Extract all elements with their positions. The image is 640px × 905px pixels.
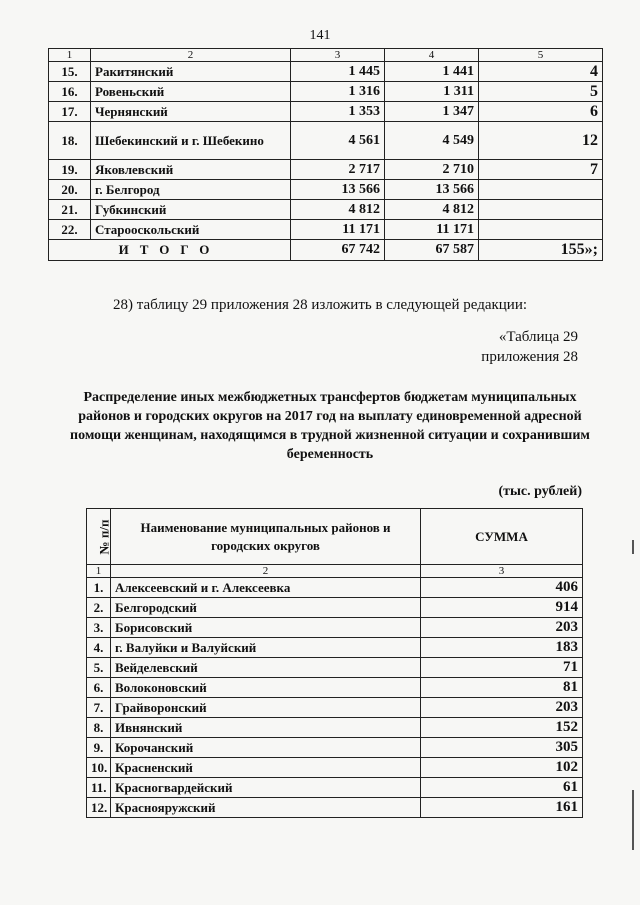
scan-mark: [632, 790, 634, 850]
value-col5: [479, 180, 603, 200]
col-number: 3: [291, 49, 385, 62]
row-number: 15.: [49, 62, 91, 82]
header-sum: СУММА: [421, 509, 583, 565]
row-number: 9.: [87, 738, 111, 758]
col-number: 1: [87, 565, 111, 578]
district-name: Грайворонский: [111, 698, 421, 718]
col-number: 4: [385, 49, 479, 62]
total-col5: 155»;: [479, 240, 603, 261]
sum-value: 305: [421, 738, 583, 758]
value-col4: 13 566: [385, 180, 479, 200]
header-number-cell: [87, 509, 111, 565]
table-row: [87, 798, 583, 818]
value-col4: 4 812: [385, 200, 479, 220]
document-title: Распределение иных межбюджетных трансфертов бюджетам муниципальных районов и городских округов на 2017 год на выплату единовременной адресной помощи женщинам, находящимся в трудной жизненной ситуации и сохранившим беременность: [70, 390, 590, 462]
row-number: 16.: [49, 82, 91, 102]
amendment-text: 28) таблицу 29 приложения 28 изложить в следующей редакции:: [112, 297, 528, 313]
district-name: Вейделевский: [111, 658, 421, 678]
table-row: [87, 658, 583, 678]
district-name: Алексеевский и г. Алексеевка: [111, 578, 421, 598]
row-number: 18.: [49, 122, 91, 160]
table-row: [49, 122, 603, 160]
district-name: г. Валуйки и Валуйский: [111, 638, 421, 658]
value-col5: [479, 200, 603, 220]
table-row: [49, 82, 603, 102]
total-col4: 67 587: [385, 240, 479, 261]
continued-table: [48, 48, 603, 261]
value-col4: 1 311: [385, 82, 479, 102]
district-name: Губкинский: [91, 200, 291, 220]
value-col5: 5: [479, 82, 603, 102]
table-row: [87, 578, 583, 598]
value-col4: 1 441: [385, 62, 479, 82]
table-row: [49, 160, 603, 180]
continued-table-body: [49, 49, 603, 261]
sum-value: 406: [421, 578, 583, 598]
value-col3: 11 171: [291, 220, 385, 240]
column-number-row: [87, 565, 583, 578]
row-number: 8.: [87, 718, 111, 738]
table-row: [87, 618, 583, 638]
row-number: 21.: [49, 200, 91, 220]
district-name: Старооскольский: [91, 220, 291, 240]
total-row: [49, 240, 603, 261]
district-name: Корочанский: [111, 738, 421, 758]
value-col4: 2 710: [385, 160, 479, 180]
appendix-reference: приложения 28: [481, 349, 578, 365]
sum-value: 61: [421, 778, 583, 798]
table-row: [87, 778, 583, 798]
row-number: 20.: [49, 180, 91, 200]
units-label: (тыс. рублей): [498, 484, 582, 499]
district-name: Чернянский: [91, 102, 291, 122]
value-col3: 2 717: [291, 160, 385, 180]
table-row: [49, 62, 603, 82]
district-name: Белгородский: [111, 598, 421, 618]
col-number: 3: [421, 565, 583, 578]
row-number: 3.: [87, 618, 111, 638]
row-number: 7.: [87, 698, 111, 718]
row-number: 4.: [87, 638, 111, 658]
district-name: Красногвардейский: [111, 778, 421, 798]
value-col3: 13 566: [291, 180, 385, 200]
col-number: 2: [111, 565, 421, 578]
row-number: 17.: [49, 102, 91, 122]
sum-value: 152: [421, 718, 583, 738]
table-row: [87, 758, 583, 778]
sum-value: 203: [421, 618, 583, 638]
row-number: 5.: [87, 658, 111, 678]
distribution-table-body: [87, 509, 583, 818]
table-row: [49, 220, 603, 240]
district-name: Шебекинский и г. Шебекино: [91, 122, 291, 160]
sum-value: 161: [421, 798, 583, 818]
table-row: [49, 102, 603, 122]
district-name: Ровеньский: [91, 82, 291, 102]
value-col5: 4: [479, 62, 603, 82]
row-number: 22.: [49, 220, 91, 240]
header-row: [87, 509, 583, 565]
total-label: ИТОГО: [49, 240, 291, 261]
value-col5: 12: [479, 122, 603, 160]
district-name: Ивнянский: [111, 718, 421, 738]
sum-value: 183: [421, 638, 583, 658]
sum-value: 914: [421, 598, 583, 618]
header-number: № п/п: [96, 519, 112, 554]
row-number: 12.: [87, 798, 111, 818]
row-number: 6.: [87, 678, 111, 698]
table-row: [87, 698, 583, 718]
value-col3: 4 561: [291, 122, 385, 160]
table-row: [49, 200, 603, 220]
sum-value: 102: [421, 758, 583, 778]
district-name: Волоконовский: [111, 678, 421, 698]
distribution-table: [86, 508, 583, 818]
row-number: 19.: [49, 160, 91, 180]
row-number: 11.: [87, 778, 111, 798]
sum-value: 203: [421, 698, 583, 718]
table-reference: «Таблица 29: [498, 329, 578, 345]
scan-mark: [632, 540, 634, 554]
table-row: [87, 638, 583, 658]
col-number: 5: [479, 49, 603, 62]
row-number: 2.: [87, 598, 111, 618]
sum-value: 71: [421, 658, 583, 678]
value-col4: 4 549: [385, 122, 479, 160]
table-row: [87, 718, 583, 738]
district-name: Ракитянский: [91, 62, 291, 82]
district-name: Красненский: [111, 758, 421, 778]
value-col4: 11 171: [385, 220, 479, 240]
district-name: Краснояружский: [111, 798, 421, 818]
district-name: г. Белгород: [91, 180, 291, 200]
value-col3: 1 445: [291, 62, 385, 82]
total-col3: 67 742: [291, 240, 385, 261]
col-number: 1: [49, 49, 91, 62]
column-number-row: [49, 49, 603, 62]
value-col5: [479, 220, 603, 240]
value-col3: 1 353: [291, 102, 385, 122]
sum-value: 81: [421, 678, 583, 698]
row-number: 10.: [87, 758, 111, 778]
table-row: [87, 738, 583, 758]
district-name: Яковлевский: [91, 160, 291, 180]
district-name: Борисовский: [111, 618, 421, 638]
row-number: 1.: [87, 578, 111, 598]
value-col3: 4 812: [291, 200, 385, 220]
value-col4: 1 347: [385, 102, 479, 122]
value-col5: 6: [479, 102, 603, 122]
table-row: [87, 678, 583, 698]
header-name: Наименование муниципальных районов и городских округов: [111, 509, 421, 565]
value-col3: 1 316: [291, 82, 385, 102]
table-row: [87, 598, 583, 618]
col-number: 2: [91, 49, 291, 62]
value-col5: 7: [479, 160, 603, 180]
table-row: [49, 180, 603, 200]
page-number: 141: [309, 28, 331, 43]
